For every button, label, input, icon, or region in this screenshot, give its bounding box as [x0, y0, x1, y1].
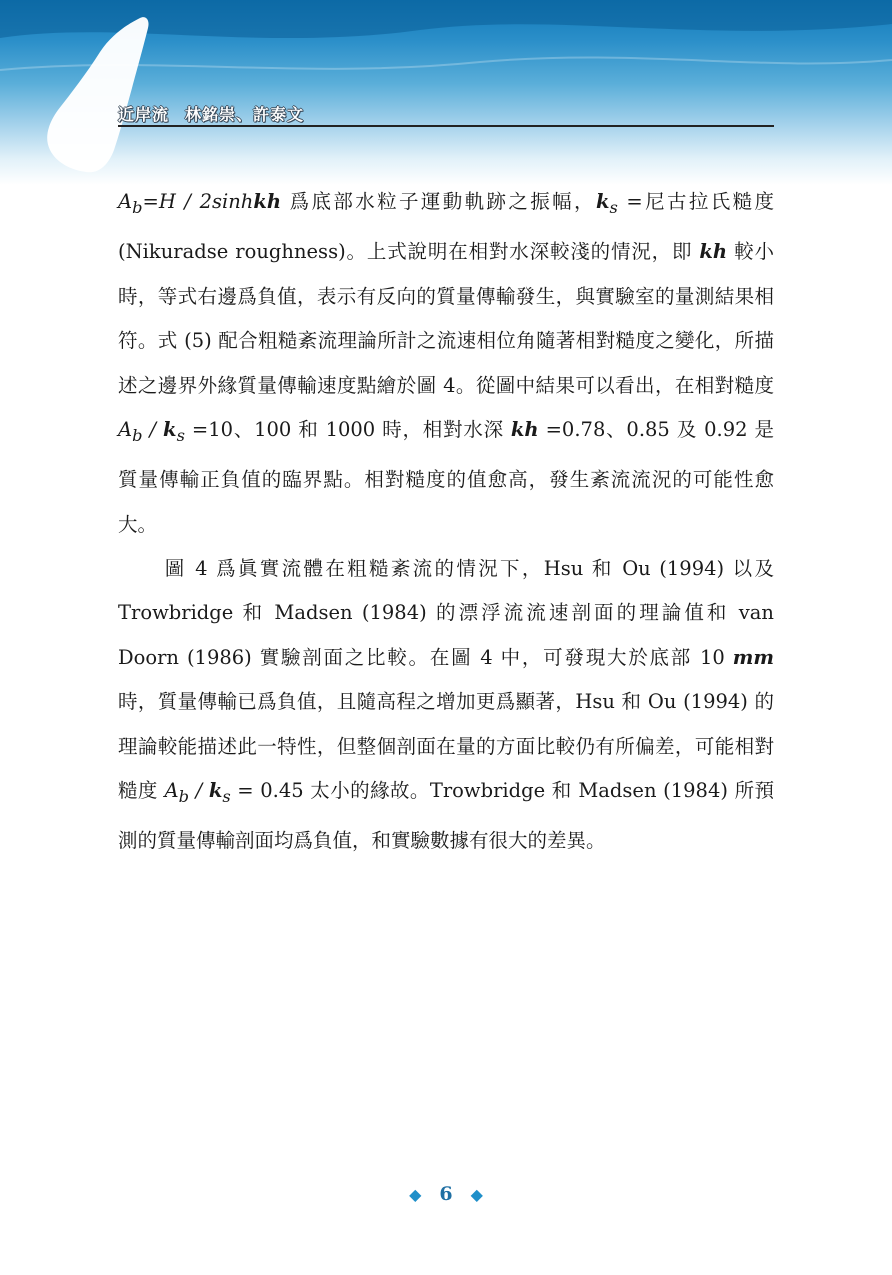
text-run: = 0.45 太小的緣故。Trowbridge 和 Madsen (1984) 所預測的質量傳輸剖面均爲負值，和實驗數據有很大的差異。: [118, 779, 775, 853]
paragraph: [118, 180, 774, 547]
math-subscript: b: [132, 197, 143, 217]
running-head-authors: 林銘崇、許泰文: [185, 105, 305, 124]
math-subscript: s: [176, 425, 185, 445]
math-var: A: [118, 417, 133, 441]
paragraph: [118, 547, 774, 864]
text-run: 時，質量傳輸已爲負值，且隨高程之增加更爲顯著，Hsu 和 Ou (1994) 的理論較能描述此一特性，但整個剖面在量的方面比較仍有所偏差，可能相對糙度: [118, 690, 774, 803]
math-var: kh: [510, 417, 539, 441]
text-run: =0.78、0.85 及 0.92 是質量傳輸正負值的臨界點。相對糙度的值愈高，發生紊流流況的可能性愈大。: [118, 417, 774, 536]
math-var: k: [208, 779, 223, 803]
math-operator: /: [188, 779, 209, 803]
math-subscript: b: [178, 786, 189, 806]
header-banner: [0, 0, 892, 185]
math-var: A: [164, 779, 179, 803]
text-run: 較小時，等式右邊爲負值，表示有反向的質量傳輸發生，與實驗室的量測結果相符。式 (5) 配合粗糙紊流理論所計之流速相位角隨著相對糙度之變化，所描述之邊界外緣質量傳輸速度點繪於圖 4。從圖中結果可以看出，在相對糙度: [118, 240, 774, 397]
header-divider: [118, 125, 774, 127]
text-run: =10、100 和 1000 時，相對水深: [184, 417, 511, 441]
math-var: A: [118, 190, 133, 213]
math-var: kh: [699, 240, 728, 264]
text-run: 爲底部水粒子運動軌跡之振幅，: [281, 190, 596, 213]
text-run: 圖 4 爲眞實流體在粗糙紊流的情況下，Hsu 和 Ou (1994) 以及 Trowbridge 和 Madsen (1984) 的漂浮流流速剖面的理論值和 van Doorn (1986) 實驗剖面之比較。在圖 4 中，可發現大於底部 10: [118, 557, 774, 669]
running-head: [118, 102, 304, 125]
text-run: =尼古拉氏糙度 (Nikuradse roughness)。上式說明在相對水深較淺的情況，即: [118, 190, 774, 264]
math-var: k: [163, 417, 177, 441]
math-subscript: b: [132, 425, 143, 445]
page-number: 6: [439, 1183, 453, 1205]
diamond-icon: ◆: [470, 1185, 483, 1204]
math-formula: =H / 2sinh: [142, 190, 254, 213]
diamond-icon: ◆: [409, 1185, 422, 1204]
taiwan-island-silhouette-icon: [0, 0, 892, 185]
math-operator: /: [142, 417, 164, 441]
math-var: kh: [253, 190, 282, 213]
math-var: k: [595, 190, 610, 213]
page-footer: [0, 1183, 892, 1205]
unit: mm: [732, 645, 774, 669]
running-head-title: 近岸流: [118, 105, 170, 124]
math-subscript: s: [609, 197, 618, 217]
math-subscript: s: [222, 786, 231, 806]
body-text: [118, 180, 774, 864]
